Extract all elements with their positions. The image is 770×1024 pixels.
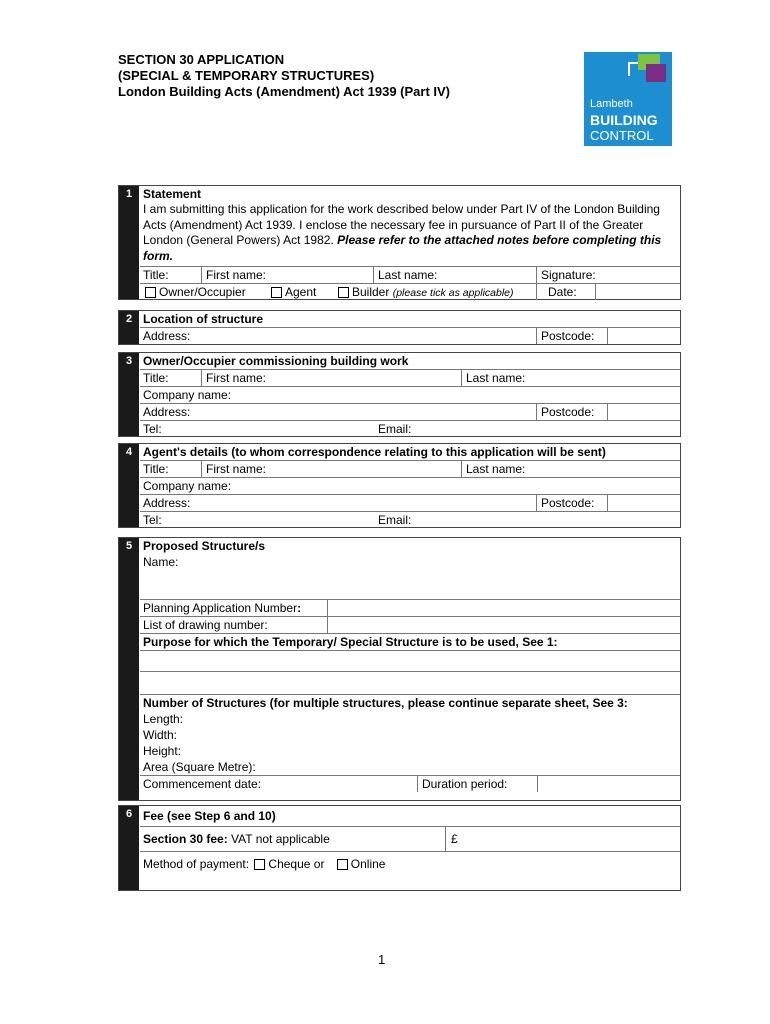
section-number: 4	[119, 444, 139, 527]
section-title: Location of structure	[140, 311, 680, 328]
commencement-date-label: Commencement date:	[143, 777, 262, 791]
section-number: 1	[119, 186, 139, 299]
address-label: Address:	[143, 496, 191, 510]
postcode-label: Postcode:	[541, 405, 595, 419]
applicant-role-row	[140, 284, 680, 300]
logo-text-building: BUILDING	[590, 112, 658, 128]
payment-method-row	[140, 852, 680, 874]
section-number: 5	[119, 538, 139, 800]
header-act: London Building Acts (Amendment) Act 1939 (Part IV)	[118, 84, 451, 99]
drawing-number-label: List of drawing number:	[143, 618, 268, 632]
logo-text-lambeth: Lambeth	[590, 98, 633, 110]
last-name-label: Last name:	[378, 268, 438, 282]
section-30-fee-label: Section 30 fee:	[143, 832, 228, 846]
statement-text: I am submitting this application for the work described below under Part IV of the London Building Acts (Amendment) Act 1939. I enclose the necessary fee in pursuance of Part II of the Greater London (General Powers) Act 1982. Please refer to the attached notes before completing this form.	[140, 202, 680, 267]
owner-occupier-checkbox[interactable]	[145, 287, 156, 298]
title-label: Title:	[143, 268, 169, 282]
signature-label: Signature:	[541, 268, 596, 282]
purpose-blank-row-1	[140, 651, 680, 672]
cheque-checkbox[interactable]	[254, 859, 265, 870]
height-label: Height:	[143, 744, 182, 758]
section-statement	[118, 185, 681, 300]
logo-text-control: CONTROL	[590, 128, 654, 143]
email-label: Email:	[378, 422, 412, 436]
postcode-label: Postcode:	[541, 496, 595, 510]
section-number: 6	[119, 806, 139, 890]
page-number: 1	[378, 952, 386, 967]
purpose-row	[140, 634, 680, 651]
owner-contact-row	[140, 421, 680, 437]
section-proposed-structure	[118, 537, 681, 801]
online-label: Online	[350, 857, 386, 871]
title-label: Title:	[143, 462, 169, 476]
date-label: Date:	[548, 285, 577, 299]
section-title: Agent's details (to whom correspondence relating to this application will be sent)	[140, 444, 680, 461]
last-name-label: Last name:	[466, 462, 526, 476]
company-name-label: Company name:	[143, 388, 232, 402]
last-name-label: Last name:	[466, 371, 526, 385]
logo-purple-square-icon	[646, 64, 666, 82]
purpose-label: Purpose for which the Temporary/ Special Structure is to be used, See 1:	[143, 635, 558, 649]
builder-checkbox[interactable]	[338, 287, 349, 298]
name-label: Name:	[143, 555, 179, 569]
agent-checkbox[interactable]	[271, 287, 282, 298]
section-title: Owner/Occupier commissioning building work	[140, 353, 680, 370]
length-row	[140, 711, 680, 727]
section-owner-occupier	[118, 352, 681, 437]
drawing-number-row	[140, 617, 680, 634]
agent-contact-row	[140, 512, 680, 528]
builder-label: Builder	[352, 285, 390, 299]
owner-company-row	[140, 387, 680, 404]
first-name-label: First name:	[206, 371, 267, 385]
agent-label: Agent	[285, 285, 317, 299]
online-checkbox[interactable]	[337, 859, 348, 870]
header-title: SECTION 30 APPLICATION	[118, 52, 285, 67]
width-label: Width:	[143, 728, 178, 742]
agent-name-row	[140, 461, 680, 478]
section-title: Statement	[143, 187, 202, 201]
height-row	[140, 743, 680, 759]
width-row	[140, 727, 680, 743]
section-title: Fee (see Step 6 and 10)	[143, 809, 276, 823]
section-number: 2	[119, 311, 139, 344]
area-row	[140, 759, 680, 776]
method-of-payment-label: Method of payment:	[143, 857, 250, 871]
first-name-label: First name:	[206, 462, 267, 476]
tel-label: Tel:	[143, 422, 162, 436]
planning-number-label: Planning Application Number	[143, 601, 298, 615]
purpose-blank-row-2	[140, 672, 680, 695]
number-of-structures-label: Number of Structures (for multiple structures, please continue separate sheet, See 3:	[143, 696, 628, 710]
fee-amount-field[interactable]: £	[451, 832, 458, 846]
lambeth-logo	[584, 52, 672, 146]
dates-row	[140, 776, 680, 792]
section-location	[118, 310, 681, 345]
cheque-label: Cheque or	[268, 857, 325, 871]
area-label: Area (Square Metre):	[143, 760, 256, 774]
fee-row	[140, 826, 680, 852]
length-label: Length:	[143, 712, 184, 726]
postcode-label: Postcode:	[541, 329, 595, 343]
tick-note: (please tick as applicable)	[392, 287, 514, 299]
agent-address-row	[140, 495, 680, 512]
section-agent	[118, 443, 681, 528]
location-address-row	[140, 328, 680, 344]
structure-name-row	[140, 554, 680, 600]
first-name-label: First name:	[206, 268, 267, 282]
section-title: Proposed Structure/s	[143, 539, 266, 553]
owner-occupier-label: Owner/Occupier	[159, 285, 246, 299]
email-label: Email:	[378, 513, 412, 527]
company-name-label: Company name:	[143, 479, 232, 493]
title-label: Title:	[143, 371, 169, 385]
owner-name-row	[140, 370, 680, 387]
owner-address-row	[140, 404, 680, 421]
header-subtitle: (SPECIAL & TEMPORARY STRUCTURES)	[118, 68, 375, 83]
applicant-name-row	[140, 267, 680, 284]
number-of-structures-row	[140, 695, 680, 711]
section-number: 3	[119, 353, 139, 436]
vat-note: VAT not applicable	[227, 832, 330, 846]
form-header	[118, 52, 450, 100]
section-fee	[118, 805, 681, 891]
planning-number-row: Planning Application Number:	[140, 600, 680, 617]
address-label: Address:	[143, 405, 191, 419]
duration-period-label: Duration period:	[422, 777, 508, 791]
agent-company-row	[140, 478, 680, 495]
address-label: Address:	[143, 329, 191, 343]
tel-label: Tel:	[143, 513, 162, 527]
